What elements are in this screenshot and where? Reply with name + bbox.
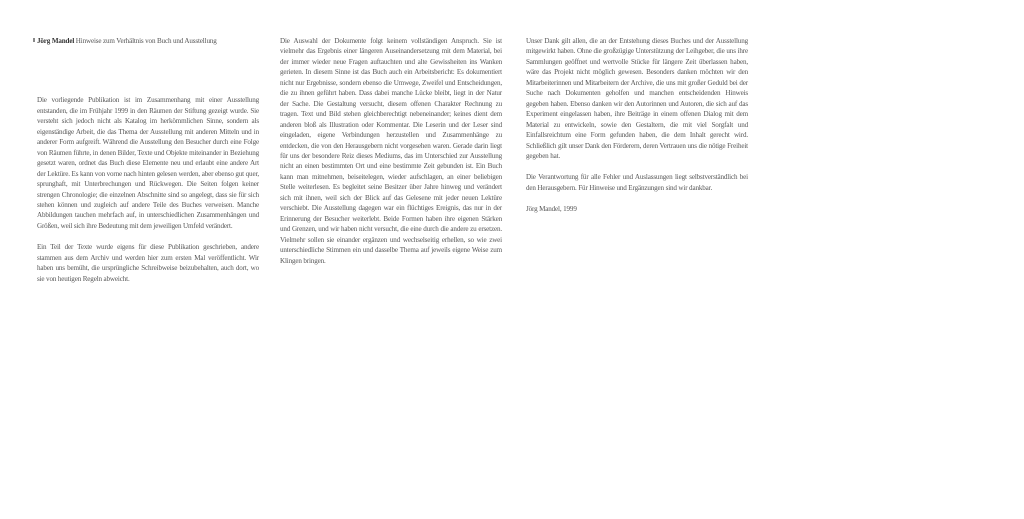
text-column-1 [37, 36, 259, 295]
margin-mark [33, 38, 35, 42]
paragraph: Ein Teil der Texte wurde eigens für diese Publikation geschrieben, andere stammen aus dem Archiv und werden hier zum ersten Mal veröffentlicht. Wir haben uns bemüht, die ursprüngliche Schreibweise beizubehalten, auch dort, wo sie von heutigen Regeln abweicht. [37, 243, 259, 283]
author-name: Jörg Mandel [37, 37, 75, 45]
article-title: Hinweise zum Verhältnis von Buch und Ausstellung [75, 37, 217, 45]
text-column-3 [526, 36, 748, 226]
paragraph: Unser Dank gilt allen, die an der Entstehung dieses Buches und der Ausstellung mitgewirkt haben. Ohne die großzügige Unterstützung der Leihgeber, die uns ihre Sammlungen geöffnet und wertvolle Stücke für längere Zeit überlassen haben, wäre das Projekt nicht möglich gewesen. Besonders danken möchten wir den Mitarbeiterinnen und Mitarbeitern der Archive, die uns mit großer Geduld bei der Suche nach Dokumenten geholfen und manchen entscheidenden Hinweis gegeben haben. Ebenso danken wir den Autorinnen und Autoren, die sich auf das Experiment eingelassen haben, ihre Beiträge in einem offenen Dialog mit dem Material zu entwickeln, sowie den Gestaltern, die mit viel Sorgfalt und Einfallsreichtum eine Form gefunden haben, die dem Inhalt gerecht wird. Schließlich gilt unser Dank den Förderern, deren Vertrauen uns die nötige Freiheit gegeben hat. [526, 37, 748, 160]
text-column-2 [280, 36, 502, 277]
signature: Jörg Mandel, 1999 [526, 205, 577, 214]
paragraph: Die Verantwortung für alle Fehler und Auslassungen liegt selbstverständlich bei den Herausgebern. Für Hinweise und Ergänzungen sind wir dankbar. [526, 173, 748, 192]
paragraph: Die Auswahl der Dokumente folgt keinem vollständigen Anspruch. Sie ist vielmehr das Ergebnis einer längeren Auseinandersetzung mit dem Material, bei der immer wieder neue Fragen auftauchten und alte Gewissheiten ins Wanken gerieten. In diesem Sinne ist das Buch auch ein Arbeitsbericht: Es dokumentiert nicht nur Ergebnisse, sondern ebenso die Umwege, Zweifel und Entscheidungen, die zu ihnen geführt haben. Dass dabei manche Lücke bleibt, liegt in der Natur der Sache. Die Gestaltung versucht, diesem offenen Charakter Rechnung zu tragen. Text und Bild stehen gleichberechtigt nebeneinander; keines dient dem anderen bloß als Illustration oder Kommentar. Die Leserin und der Leser sind eingeladen, eigene Verbindungen herzustellen und Zusammenhänge zu entdecken, die von den Herausgebern nicht vorgesehen waren. Gerade darin liegt für uns der besondere Reiz dieses Mediums, das im Unterschied zur Ausstellung nicht an einen bestimmten Ort und eine bestimmte Zeit gebunden ist. Ein Buch kann man mitnehmen, beiseitelegen, wieder aufschlagen, an einer beliebigen Stelle weiterlesen. Es begleitet seine Besitzer über Jahre hinweg und verändert sich mit ihnen, weil sich der Blick auf das Gelesene mit jeder neuen Lektüre verschiebt. Die Ausstellung dagegen war ein flüchtiges Ereignis, das nur in der Erinnerung der Besucher weiterlebt. Beide Formen haben ihre eigenen Stärken und Grenzen, und wir haben nicht versucht, die eine durch die andere zu ersetzen. Vielmehr sollen sie einander ergänzen und wechselseitig erhellen, so wie zwei unterschiedliche Stimmen ein und dasselbe Thema auf jeweils eigene Weise zum Klingen bringen. [280, 37, 502, 265]
article-header [37, 36, 259, 46]
paragraph: Die vorliegende Publikation ist im Zusammenhang mit einer Ausstellung entstanden, die im Frühjahr 1999 in den Räumen der Stiftung gezeigt wurde. Sie versteht sich jedoch nicht als Katalog im herkömmlichen Sinne, sondern als eigenständige Arbeit, die das Thema der Ausstellung mit anderen Mitteln und in anderer Form aufgreift. Während die Ausstellung den Besucher durch eine Folge von Räumen führte, in denen Bilder, Texte und Objekte miteinander in Beziehung gesetzt waren, ordnet das Buch diese Elemente neu und erlaubt eine andere Art der Lektüre. Es kann von vorne nach hinten gelesen werden, aber ebenso gut quer, sprunghaft, mit Unterbrechungen und Rückwegen. Die Seiten folgen keiner strengen Chronologie; die einzelnen Abschnitte sind so angelegt, dass sie für sich stehen können und zugleich auf andere Teile des Buches verweisen. Manche Abbildungen tauchen mehrfach auf, in unterschiedlichen Zusammenhängen und Größen, weil sich ihre Bedeutung mit dem jeweiligen Umfeld verändert. [37, 96, 259, 230]
